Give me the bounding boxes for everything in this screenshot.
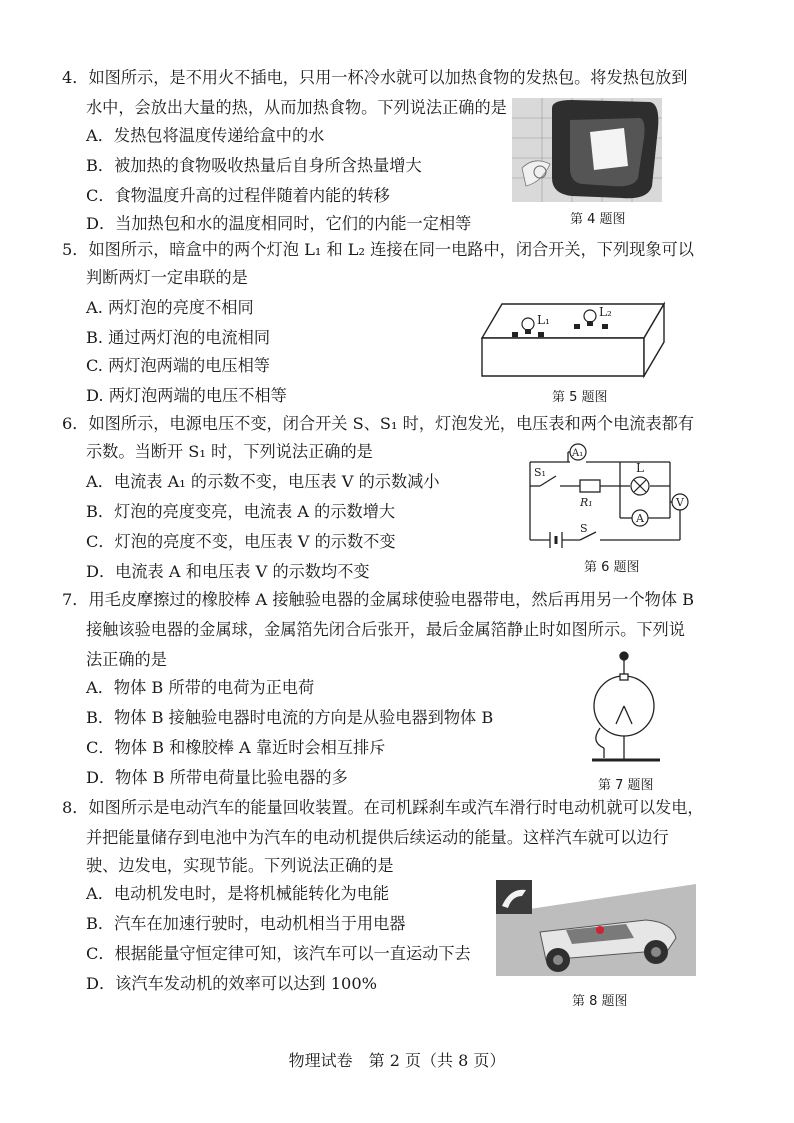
- q7-option-c[interactable]: C．物体 B 和橡胶棒 A 靠近时会相互排斥: [86, 738, 386, 757]
- q5-figure-caption: 第 5 题图: [552, 390, 608, 405]
- q4-option-b[interactable]: B．被加热的食物吸收热量后自身所含热量增大: [86, 156, 422, 175]
- ammeter-a-icon: [632, 510, 648, 526]
- q7-stem-line-2: 接触该验电器的金属球，金属箔先闭合后张开，最后金属箔静止时如图所示。下列说: [86, 620, 685, 639]
- svg-text:A₁: A₁: [572, 448, 584, 459]
- q5-option-b[interactable]: B. 通过两灯泡的电流相同: [86, 328, 271, 347]
- q4-option-a[interactable]: A．发热包将温度传递给盒中的水: [86, 126, 325, 145]
- q7-stem-line-1: 7．用毛皮摩擦过的橡胶棒 A 接触验电器的金属球使验电器带电，然后再用另一个物体 B: [62, 590, 695, 609]
- q5-stem-line-1: 5．如图所示，暗盒中的两个灯泡 L₁ 和 L₂ 连接在同一电路中，闭合开关，下列现象可以: [62, 240, 694, 259]
- q5-option-c[interactable]: C. 两灯泡两端的电压相等: [86, 356, 270, 375]
- dark-box-diagram: [480, 298, 666, 380]
- label-s: S: [580, 522, 588, 535]
- electroscope-diagram: [582, 650, 672, 768]
- q8-stem-line-2: 并把能量储存到电池中为汽车的电动机提供后续运动的能量。这样汽车就可以边行: [86, 828, 669, 847]
- q5-option-d[interactable]: D. 两灯泡两端的电压不相等: [86, 386, 287, 405]
- heating-pack-photo: [512, 98, 662, 202]
- ammeter-a1-icon: [570, 444, 586, 460]
- q7-option-a[interactable]: A．物体 B 所带的电荷为正电荷: [86, 678, 315, 697]
- voltmeter-v-icon: [672, 494, 688, 510]
- label-l2: L₂: [599, 305, 612, 319]
- q6-option-a[interactable]: A．电流表 A₁ 的示数不变，电压表 V 的示数减小: [86, 472, 440, 491]
- q8-option-b[interactable]: B．汽车在加速行驶时，电动机相当于用电器: [86, 914, 406, 933]
- q8-option-c[interactable]: C．根据能量守恒定律可知，该汽车可以一直运动下去: [86, 944, 471, 963]
- q6-stem-line-1: 6．如图所示，电源电压不变，闭合开关 S、S₁ 时，灯泡发光，电压表和两个电流表都有: [62, 414, 695, 433]
- q7-figure-caption: 第 7 题图: [598, 778, 654, 793]
- q6-option-b[interactable]: B．灯泡的亮度变亮，电流表 A 的示数增大: [86, 502, 396, 521]
- q8-figure-caption: 第 8 题图: [572, 994, 628, 1009]
- electric-car-photo: [496, 880, 696, 980]
- q4-stem-line-2: 水中，会放出大量的热，从而加热食物。下列说法正确的是: [86, 98, 507, 117]
- circuit-diagram: [520, 432, 690, 552]
- q7-option-d[interactable]: D．物体 B 所带电荷量比验电器的多: [86, 768, 348, 787]
- page-footer: 物理试卷 第 2 页（共 8 页）: [288, 1051, 506, 1070]
- svg-text:V: V: [676, 496, 684, 509]
- q7-option-b[interactable]: B．物体 B 接触验电器时电流的方向是从验电器到物体 B: [86, 708, 494, 727]
- q4-figure-caption: 第 4 题图: [570, 212, 626, 227]
- label-l: L: [636, 461, 644, 475]
- label-s1: S₁: [534, 466, 546, 479]
- q8-stem-line-3: 驶、边发电，实现节能。下列说法正确的是: [86, 856, 394, 875]
- label-r1: R₁: [580, 496, 593, 509]
- q6-option-d[interactable]: D．电流表 A 和电压表 V 的示数均不变: [86, 562, 370, 581]
- q8-stem-line-1: 8．如图所示是电动汽车的能量回收装置。在司机踩刹车或汽车滑行时电动机就可以发电，: [62, 798, 704, 817]
- lamp-l-icon: [631, 477, 649, 495]
- q6-figure-caption: 第 6 题图: [584, 560, 640, 575]
- q6-stem-line-2: 示数。当断开 S₁ 时，下列说法正确的是: [86, 442, 373, 461]
- q5-stem-line-2: 判断两灯一定串联的是: [86, 268, 248, 287]
- q5-option-a[interactable]: A. 两灯泡的亮度不相同: [86, 298, 254, 317]
- q6-option-c[interactable]: C．灯泡的亮度不变，电压表 V 的示数不变: [86, 532, 396, 551]
- q7-stem-line-3: 法正确的是: [86, 650, 167, 669]
- q4-stem-line-1: 4．如图所示，是不用火不插电，只用一杯冷水就可以加热食物的发热包。将发热包放到: [62, 68, 688, 87]
- q8-option-a[interactable]: A．电动机发电时，是将机械能转化为电能: [86, 884, 390, 903]
- svg-text:A: A: [636, 512, 644, 525]
- q8-option-d[interactable]: D．该汽车发动机的效率可以达到 100%: [86, 974, 378, 993]
- q4-option-d[interactable]: D．当加热包和水的温度相同时，它们的内能一定相等: [86, 214, 472, 233]
- q4-option-c[interactable]: C．食物温度升高的过程伴随着内能的转移: [86, 186, 390, 205]
- label-l1: L₁: [537, 313, 550, 327]
